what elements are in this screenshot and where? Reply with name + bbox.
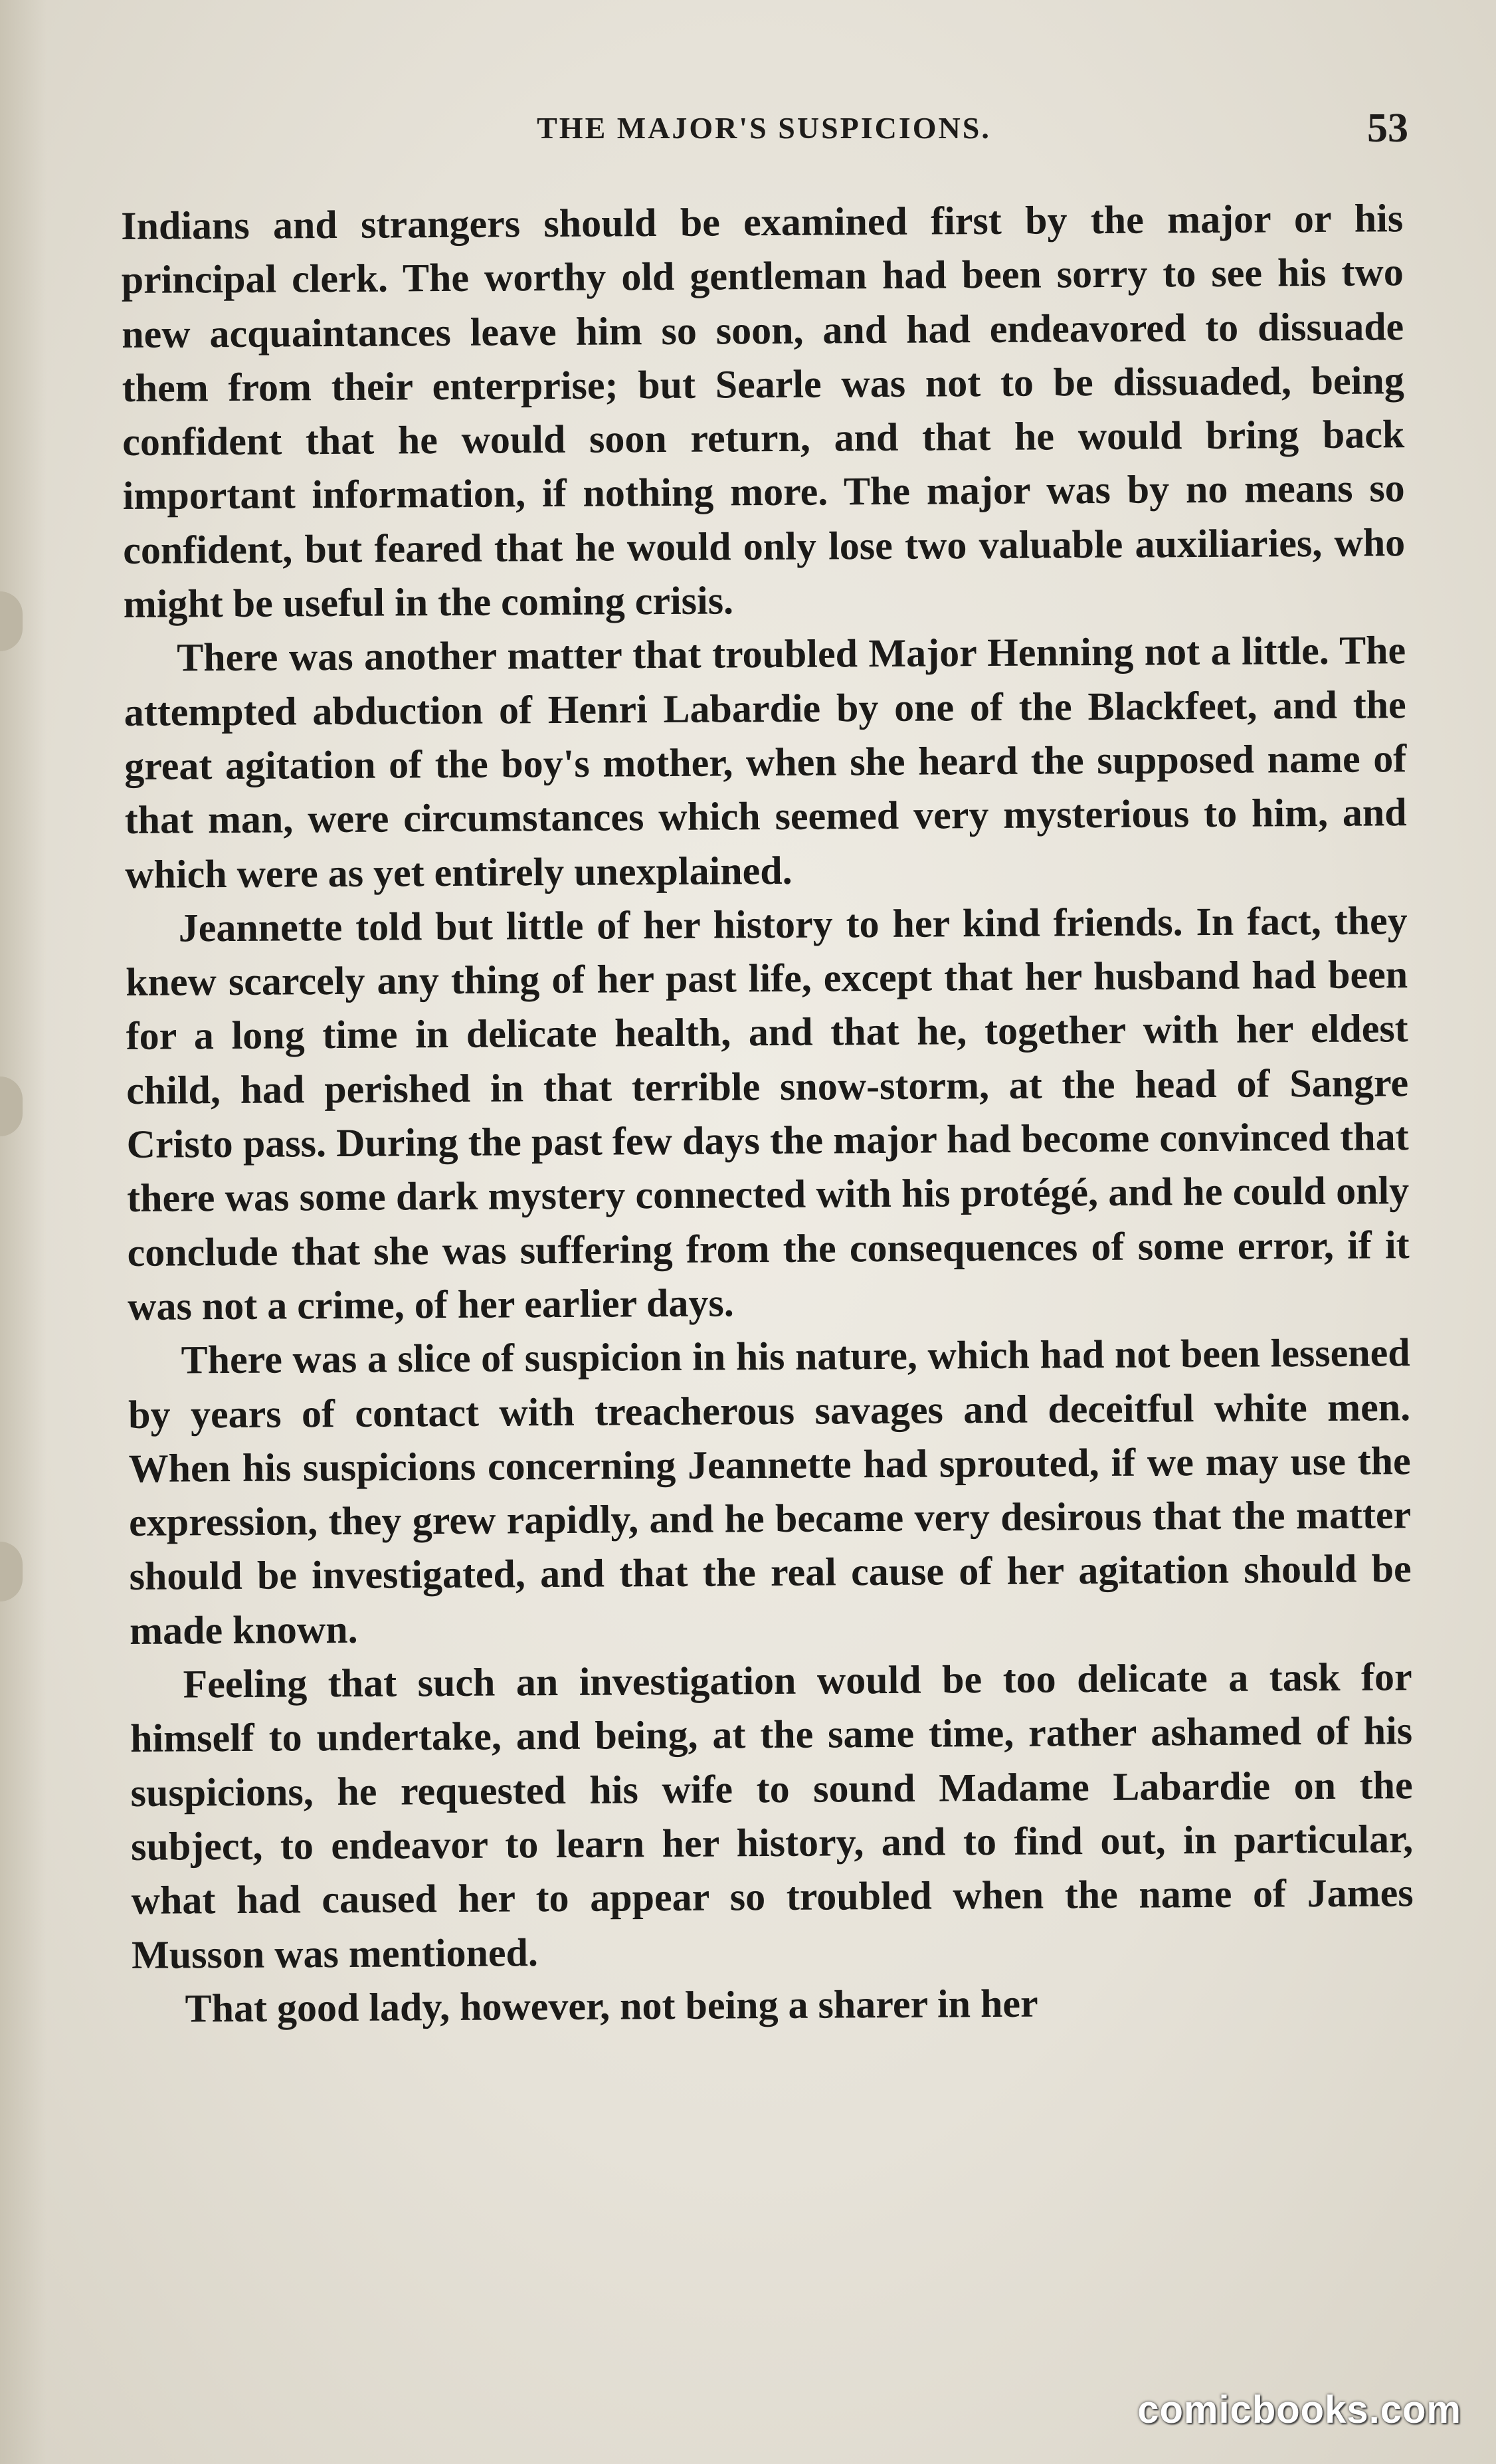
paragraph: There was a slice of suspicion in his nature, which had not been lessened by years of contact with treacherous savages and deceitful white men. When his suspicions concerning Jeannette had sprouted, if we may use the expression, they grew rapidly, and he became very desirous that the matter should be investigated, and that the real cause of her agitation should be made known.: [128, 1330, 1412, 1653]
page-header: [120, 98, 1408, 158]
watermark: comicbooks.com: [1137, 2388, 1461, 2431]
paragraph: There was another matter that troubled Major Henning not a little. The attempted abduction of Henri Labardie by one of the Blackfeet, and the great agitation of the boy's mother, when she heard the supposed name of that man, were circumstances which seemed very mysterious to him, and which were as yet entirely unexplained.: [124, 628, 1407, 896]
paragraph: Jeannette told but little of her history to her kind friends. In fact, they knew scarcely any thing of her past life, except that her husband had been for a long time in delicate health, and that he, together with her eldest child, had perished in that terrible snow-storm, at the head of Sangre Cristo pass. During the past few days the major had become convinced that there was some dark mystery connected with his protégé, and he could only conclude that she was suffering from the consequences of some error, if it was not a crime, of her earlier days.: [125, 898, 1410, 1328]
paragraph: Indians and strangers should be examined first by the major or his principal clerk. The worthy old gentleman had been sorry to see his two new acquaintances leave him so soon, and had endeavored to dissuade them from their enterprise; but Searle was not to be dissuaded, being confident that he would soon return, and that he would bring back important information, if nothing more. The major was by no means so confident, but feared that he would only lose two valuable auxiliaries, who might be useful in the coming crisis.: [121, 196, 1406, 627]
page-number: 53: [1367, 106, 1408, 151]
paragraph: Feeling that such an investigation would be too delicate a task for himself to undertake, and being, at the same time, rather ashamed of his suspicions, he requested his wife to sound Madame Labardie on the subject, to endeavor to learn her history, and to find out, in particular, what had caused her to appear so troubled when the name of James Musson was mentioned.: [130, 1655, 1414, 1977]
paragraph: That good lady, however, not being a sharer in her: [185, 1981, 1038, 2031]
body-text: [121, 191, 1414, 2036]
page-left-edge-shadow: [0, 0, 47, 2464]
running-head-title: THE MAJOR'S SUSPICIONS.: [537, 111, 991, 145]
